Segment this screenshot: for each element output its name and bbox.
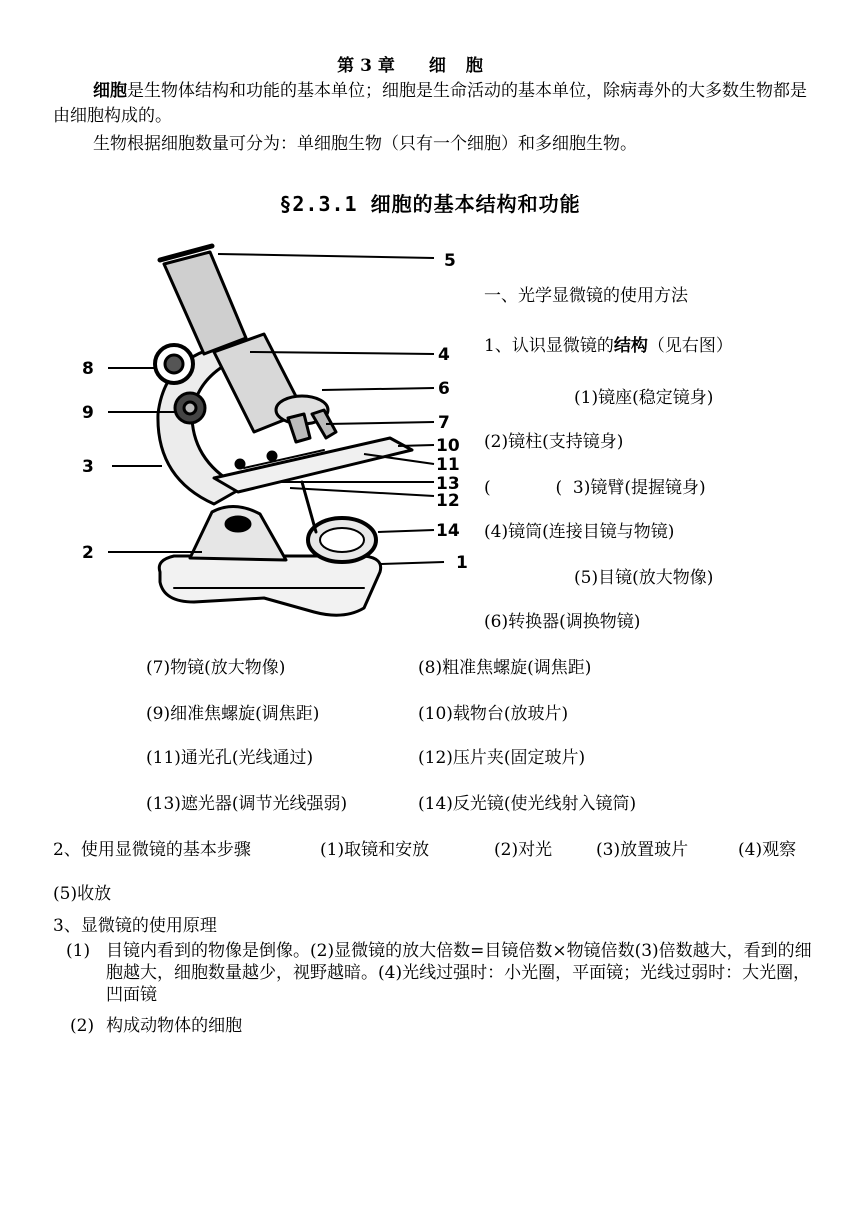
fig-label-5: 5 xyxy=(444,251,456,271)
steps-heading: 2、使用显微镜的基本步骤 xyxy=(53,840,251,860)
chapter-title-char-1: 细 xyxy=(428,56,446,76)
part-item-11: (11)通光孔(光线通过) xyxy=(146,748,314,768)
fig-label-2: 2 xyxy=(82,543,94,563)
part-item-5: (5)目镜(放大物像) xyxy=(574,568,714,588)
part-item-4: (4)镜筒(连接目镜与物镜) xyxy=(484,522,675,542)
part1-sub-bold: 结构 xyxy=(613,336,648,356)
principle-list xyxy=(66,940,814,1006)
principle-item-1-number: (1) xyxy=(66,941,91,961)
microscope-diagram xyxy=(64,242,480,624)
part-item-1: (1)镜座(稳定镜身) xyxy=(574,388,714,408)
part-item-12: (12)压片夹(固定玻片) xyxy=(418,748,586,768)
part1-sub-suffix: （见右图） xyxy=(647,336,733,356)
step-5: (5)收放 xyxy=(53,884,112,904)
fig-label-1: 1 xyxy=(456,553,468,573)
intro-text: 是生物体结构和功能的基本单位；细胞是生命活动的基本单位，除病毒外的大多数生物都是由细胞构成的。 xyxy=(53,81,807,126)
chapter-number: 第 3 章 xyxy=(337,56,395,76)
intro-paragraph-2: 生物根据细胞数量可分为：单细胞生物（只有一个细胞）和多细胞生物。 xyxy=(93,134,637,154)
fig-label-9: 9 xyxy=(82,403,94,423)
part-item-7: (7)物镜(放大物像) xyxy=(146,658,286,678)
fig-label-11: 11 xyxy=(436,455,460,475)
section-title: §2.3.1 细胞的基本结构和功能 xyxy=(279,192,581,216)
step-3: (3)放置玻片 xyxy=(596,840,689,860)
part-item-2: (2)镜柱(支持镜身) xyxy=(484,432,624,452)
intro-paragraph-1 xyxy=(53,79,823,129)
principle-heading: 3、显微镜的使用原理 xyxy=(53,916,217,936)
part1-sub-prefix: 1、认识显微镜的 xyxy=(484,336,614,356)
principle-item-2-number: (2) xyxy=(70,1016,95,1036)
chapter-title-char-2: 胞 xyxy=(465,56,483,76)
step-2: (2)对光 xyxy=(494,840,553,860)
fig-label-7: 7 xyxy=(438,413,450,433)
principle-item-1 xyxy=(66,940,814,1006)
fig-label-10: 10 xyxy=(436,436,460,456)
part1-heading: 一、光学显微镜的使用方法 xyxy=(484,286,688,306)
step-1: (1)取镜和安放 xyxy=(320,840,430,860)
chapter-title xyxy=(0,56,820,77)
part-item-10: (10)载物台(放玻片) xyxy=(418,704,569,724)
fig-label-12: 12 xyxy=(436,491,460,511)
fig-label-3: 3 xyxy=(82,457,94,477)
part-item-14: (14)反光镜(使光线射入镜筒) xyxy=(418,794,637,814)
fig-label-13: 13 xyxy=(436,474,460,494)
base-shape xyxy=(159,556,380,615)
step-4: (4)观察 xyxy=(738,840,797,860)
part-item-3: ( ( 3)镜臂(提握镜身) xyxy=(484,478,706,498)
part-item-8: (8)粗准焦螺旋(调焦距) xyxy=(418,658,592,678)
fig-label-8: 8 xyxy=(82,359,94,379)
eyepiece-shape xyxy=(164,252,246,354)
fig-label-6: 6 xyxy=(438,379,450,399)
principle-item-2 xyxy=(70,1016,242,1037)
fig-label-4: 4 xyxy=(438,345,450,365)
part-item-6: (6)转换器(调换物镜) xyxy=(484,612,641,632)
part1-subheading xyxy=(484,336,733,357)
principle-item-2-text: 构成动物体的细胞 xyxy=(106,1016,243,1036)
fig-label-14: 14 xyxy=(436,521,460,541)
principle-item-1-text: 目镜内看到的物像是倒像。(2)显微镜的放大倍数=目镜倍数×物镜倍数(3)倍数越大，看到的细胞越大，细胞数量越少，视野越暗。(4)光线过强时：小光圈，平面镜；光线过弱时：大光圈，凹面镜 xyxy=(106,941,812,1005)
pillar-shape xyxy=(190,506,286,560)
part-item-13: (13)遮光器(调节光线强弱) xyxy=(146,794,348,814)
part-item-9: (9)细准焦螺旋(调焦距) xyxy=(146,704,320,724)
intro-bold-term: 细胞 xyxy=(93,81,127,101)
